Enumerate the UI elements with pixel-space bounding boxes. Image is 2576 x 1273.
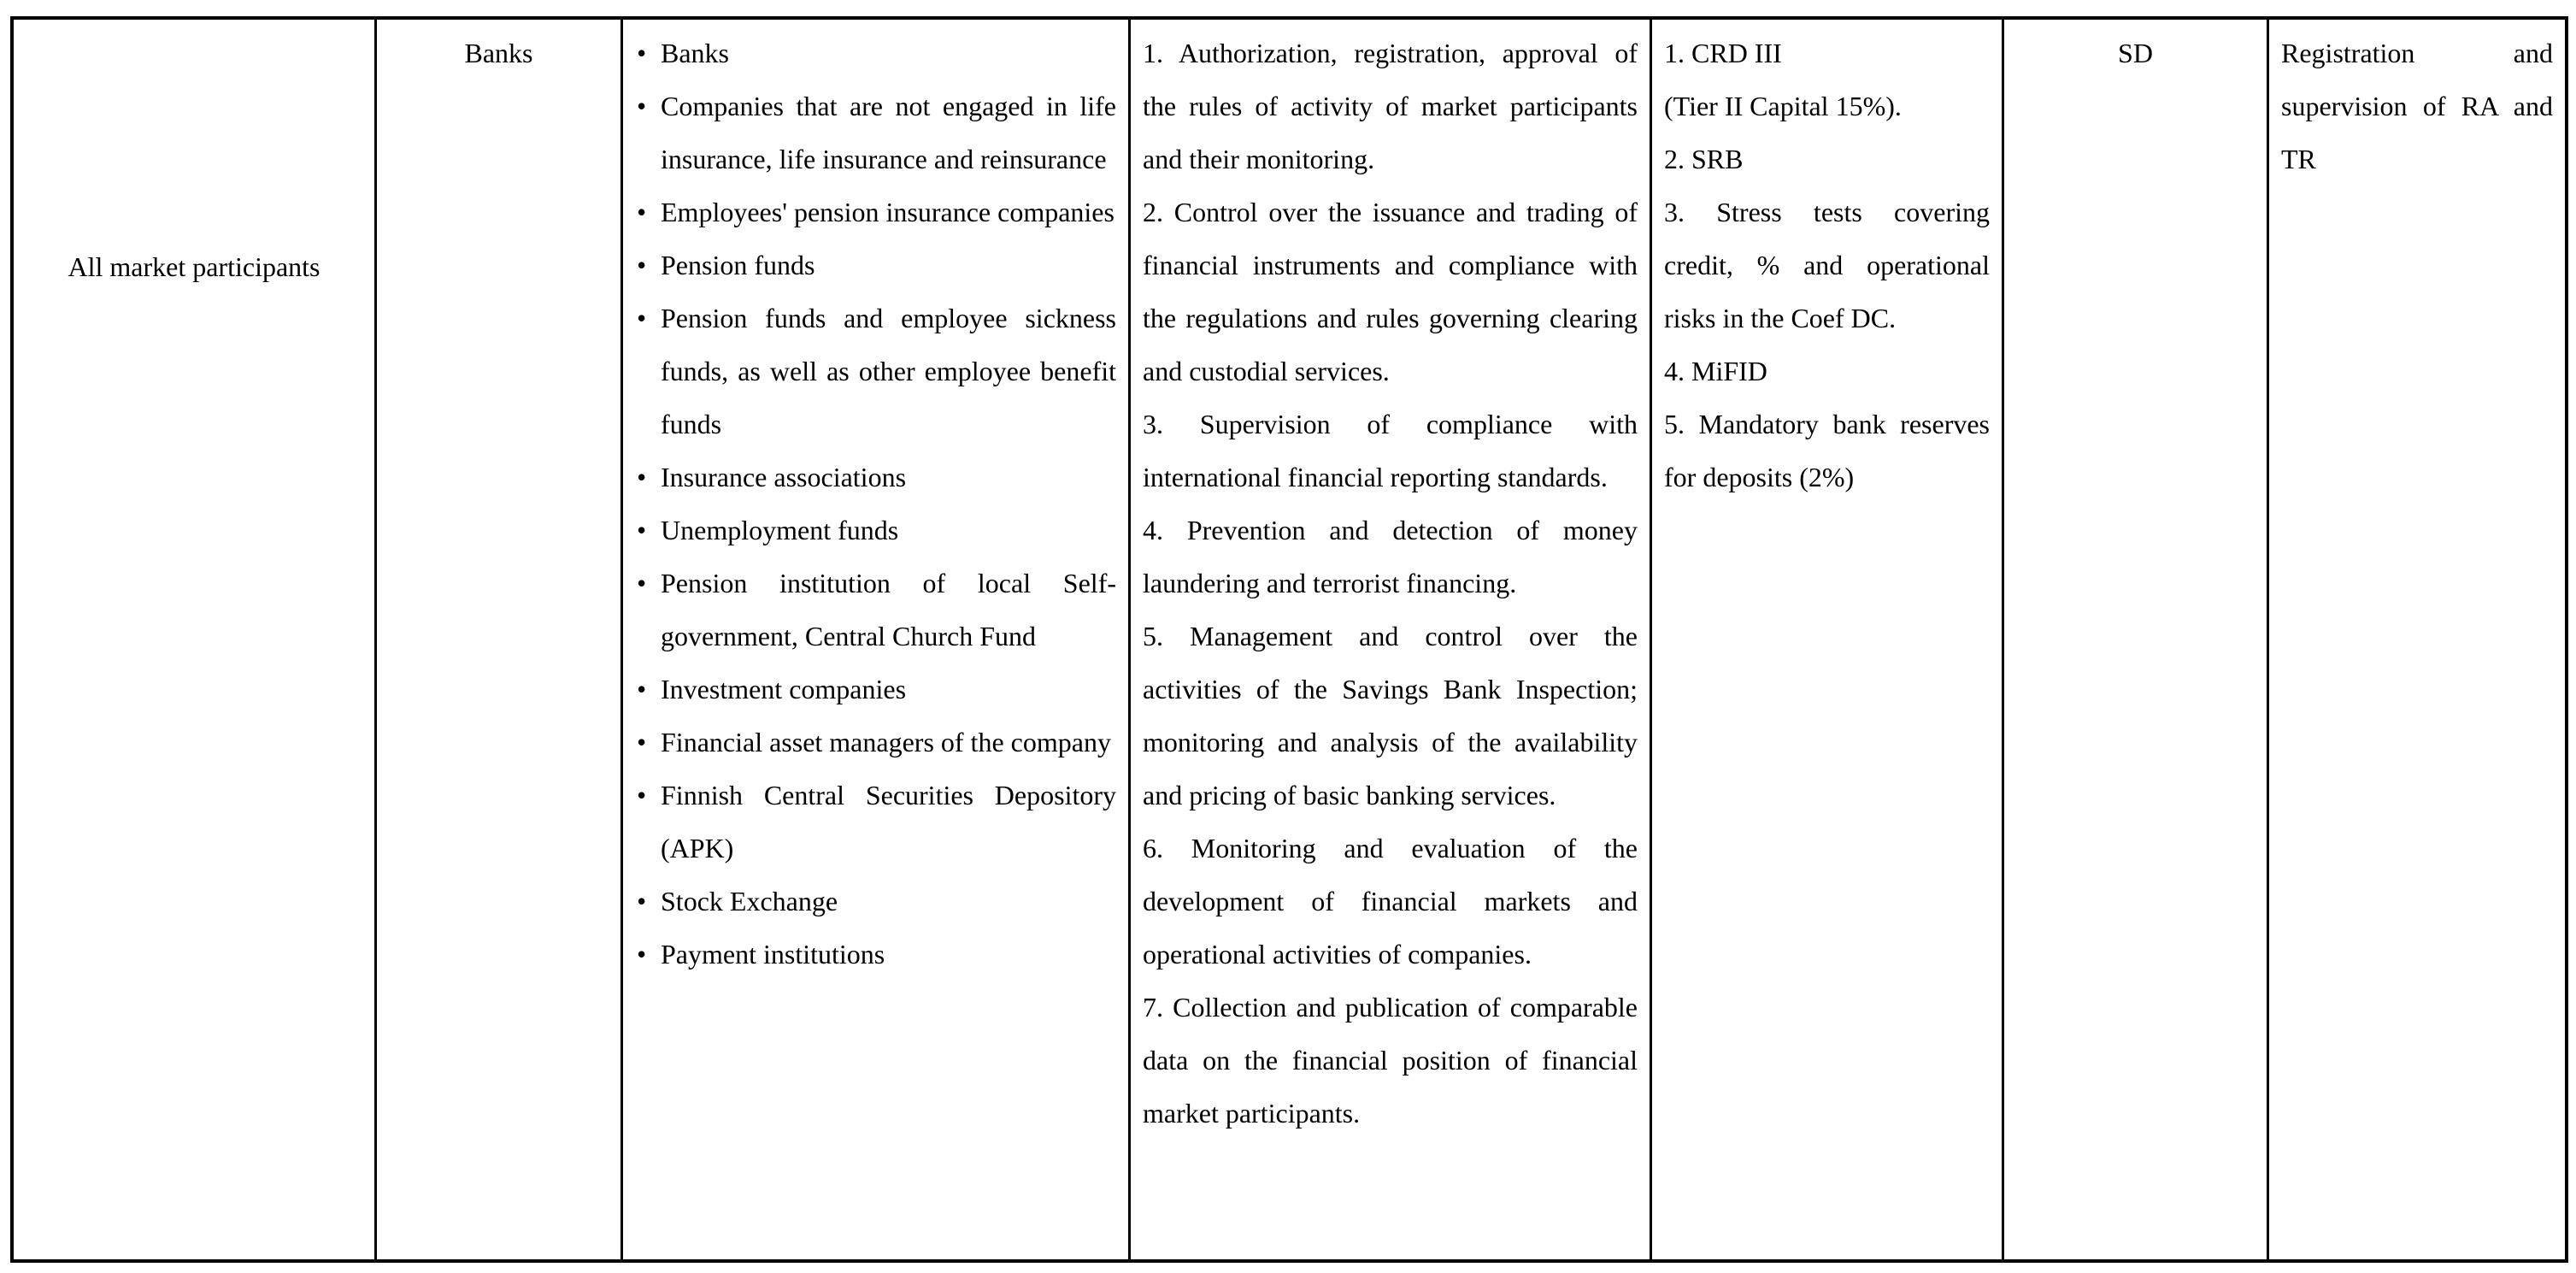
function-item: 4. Prevention and detection of money laundering and terrorist financing. — [1143, 515, 1638, 598]
function-item: 2. Control over the issuance and trading of financial instruments and compliance with the regulations and rules governing clearing and custodial services. — [1143, 197, 1638, 386]
cell-regulatory-instruments — [1652, 20, 2004, 1259]
instrument-item: (Tier II Capital 15%). — [1664, 91, 1902, 121]
entity-list-item — [635, 504, 1116, 557]
function-item: 6. Monitoring and evaluation of the development of financial markets and operational activities of companies. — [1143, 833, 1638, 969]
entity-list-item — [635, 80, 1116, 186]
entity-text: Unemployment funds — [661, 515, 899, 545]
entity-text: Pension funds and employee sickness funds, as well as other employee benefit funds — [661, 303, 1116, 439]
cell-sector — [377, 20, 623, 1259]
bullet-icon: • — [637, 197, 647, 227]
cell-supervision-functions — [1131, 20, 1652, 1259]
bullet-icon: • — [637, 515, 647, 545]
financial-supervision-table — [10, 16, 2568, 1263]
instrument-item: 5. Mandatory bank reserves for deposits (2%) — [1664, 409, 1990, 492]
bullet-icon: • — [637, 886, 647, 916]
bullet-icon: • — [637, 939, 647, 969]
function-item: 1. Authorization, registration, approval of the rules of activity of market participants and their monitoring. — [1143, 38, 1638, 174]
entity-text: Payment institutions — [661, 939, 885, 969]
instrument-item: 4. MiFID — [1664, 356, 1767, 386]
instrument-item: 3. Stress tests covering credit, % and operational risks in the Coef DC. — [1664, 197, 1990, 333]
instrument-item: 1. CRD III — [1664, 38, 1782, 68]
cell-supervised-entities — [623, 20, 1131, 1259]
bullet-icon: • — [637, 674, 647, 704]
sector-text: Banks — [464, 38, 533, 68]
additional-supervision-text: Registration and supervision of RA and TR — [2281, 38, 2553, 174]
function-item: 5. Management and control over the activities of the Savings Bank Inspection; monitoring and analysis of the availability and pricing of basic banking services. — [1143, 621, 1638, 810]
entity-text: Stock Exchange — [661, 886, 838, 916]
entity-list-item — [635, 186, 1116, 239]
entity-text: Pension institution of local Self-government, Central Church Fund — [661, 568, 1116, 651]
bullet-icon: • — [637, 727, 647, 757]
supervision-model-text: SD — [2118, 38, 2153, 68]
entity-text: Pension funds — [661, 250, 815, 280]
entity-list-item — [635, 716, 1116, 769]
entity-list-item — [635, 769, 1116, 875]
bullet-icon: • — [637, 250, 647, 280]
entity-text: Finnish Central Securities Depository (APK) — [661, 780, 1116, 863]
entity-list — [635, 27, 1116, 981]
bullet-icon: • — [637, 38, 647, 68]
bullet-icon: • — [637, 91, 647, 121]
bullet-icon: • — [637, 462, 647, 492]
market-scope-text: All market participants — [68, 251, 321, 282]
function-list — [1143, 27, 1638, 1140]
entity-list-item — [635, 663, 1116, 716]
entity-text: Insurance associations — [661, 462, 907, 492]
entity-list-item — [635, 292, 1116, 451]
entity-text: Employees' pension insurance companies — [661, 197, 1115, 227]
instrument-list — [1664, 27, 1990, 504]
entity-text: Banks — [661, 38, 729, 68]
entity-list-item — [635, 27, 1116, 80]
entity-text: Investment companies — [661, 674, 907, 704]
entity-list-item — [635, 239, 1116, 292]
entity-list-item — [635, 451, 1116, 504]
function-item: 3. Supervision of compliance with international financial reporting standards. — [1143, 409, 1638, 492]
bullet-icon: • — [637, 303, 647, 333]
cell-additional-supervision — [2269, 20, 2565, 1259]
function-item: 7. Collection and publication of comparable data on the financial position of financial market participants. — [1143, 992, 1638, 1129]
instrument-item: 2. SRB — [1664, 144, 1744, 174]
entity-list-item — [635, 928, 1116, 981]
bullet-icon: • — [637, 780, 647, 810]
cell-supervision-model — [2004, 20, 2269, 1259]
entity-text: Financial asset managers of the company — [661, 727, 1111, 757]
entity-list-item — [635, 875, 1116, 928]
bullet-icon: • — [637, 568, 647, 598]
entity-text: Companies that are not engaged in life insurance, life insurance and reinsurance — [661, 91, 1116, 174]
entity-list-item — [635, 557, 1116, 663]
cell-market-scope — [14, 20, 377, 1259]
